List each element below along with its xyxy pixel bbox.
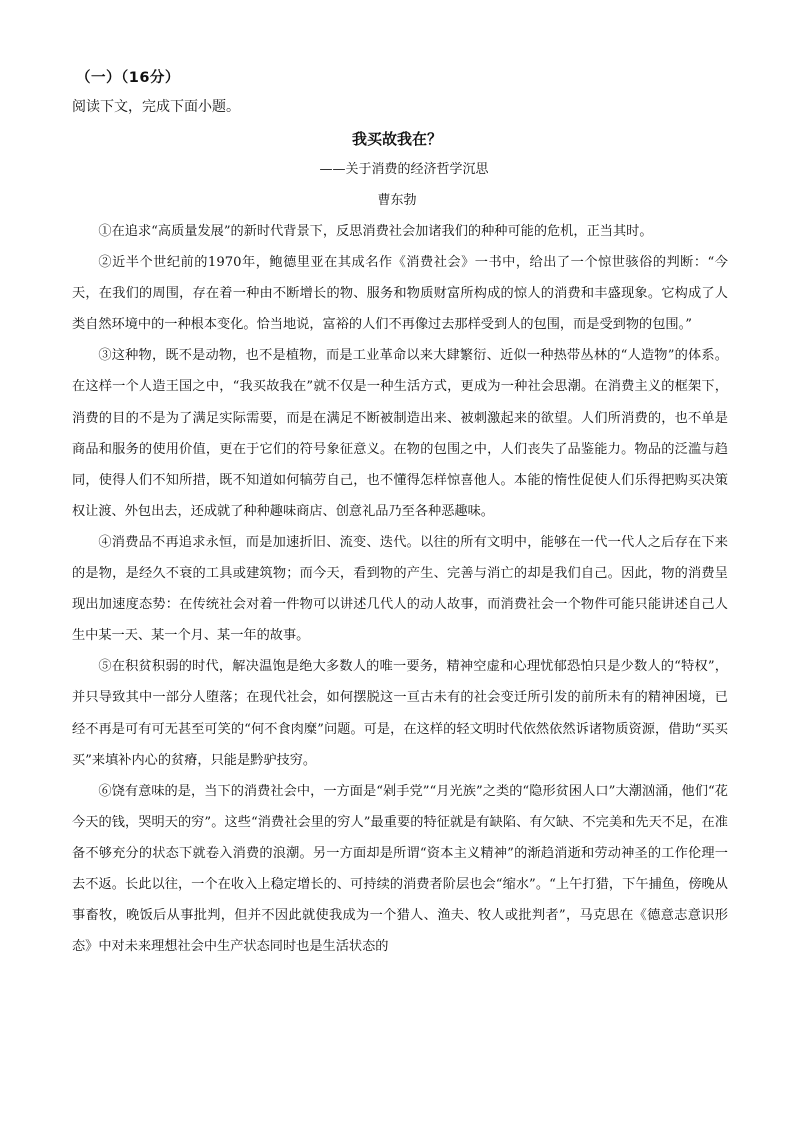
- reading-instruction: 阅读下文，完成下面小题。: [72, 99, 240, 115]
- paragraph-1: ①在追求“高质量发展”的新时代背景下，反思消费社会加诸我们的种种可能的危机，正当其时。: [98, 224, 653, 239]
- article-subtitle: ——关于消费的经济哲学沉思: [319, 162, 489, 177]
- paragraph-6: ⑥饶有意味的是，当下的消费社会中，一方面是“剁手党”“月光族”之类的“隐形贫困人口”大潮汹涌，他们“花今天的钱，哭明天的穷”。这些“消费社会里的穷人”最重要的特征就是有缺陷、有欠缺、不完美和先天不足，在准备不够充分的状态下就卷入消费的浪潮。另一方面却是所谓“资本主义精神”的渐趋消逝和劳动神圣的工作伦理一去不返。长此以往，一个在收入上稳定增长的、可持续的消费者阶层也会“缩水”。“上午打猎，下午捕鱼，傍晚从事畜牧，晚饭后从事批判，但并不因此就使我成为一个猎人、渔夫、牧人或批判者”，马克思在《德意志意识形态》中对未来理想社会中生产状态同时也是生活状态的: [72, 783, 728, 955]
- section-heading: （一）（16分）: [76, 70, 180, 86]
- article-author: 曹东勃: [377, 193, 417, 208]
- article-title: 我买故我在？: [351, 130, 442, 148]
- paragraph-2: ②近半个世纪前的1970年，鲍德里亚在其成名作《消费社会》一书中，给出了一个惊世骇俗的判断：“今天，在我们的周围，存在着一种由不断增长的物、服务和物质财富所构成的惊人的消费和丰盛现象。它构成了人类自然环境中的一种根本变化。恰当地说，富裕的人们不再像过去那样受到人的包围，而是受到物的包围。”: [72, 255, 728, 333]
- paragraph-3: ③这种物，既不是动物，也不是植物，而是工业革命以来大肆繁衍、近似一种热带丛林的“人造物”的体系。在这样一个人造王国之中，“我买故我在”就不仅是一种生活方式，更成为一种社会思潮。在消费主义的框架下，消费的目的不是为了满足实际需要，而是在满足不断被制造出来、被刺激起来的欲望。人们所消费的，也不单是商品和服务的使用价值，更在于它们的符号象征意义。在物的包围之中，人们丧失了品鉴能力。物品的泛滥与趋同，使得人们不知所措，既不知道如何犒劳自己，也不懂得怎样惊喜他人。本能的惰性促使人们乐得把购买决策权让渡、外包出去，还成就了种种趣味商店、创意礼品乃至各种恶趣味。: [72, 348, 728, 519]
- paragraph-4: ④消费品不再追求永恒，而是加速折旧、流变、迭代。以往的所有文明中，能够在一代一代人之后存在下来的是物，是经久不衰的工具或建筑物；而今天，看到物的产生、完善与消亡的却是我们自己。因此，物的消费呈现出加速度态势：在传统社会对着一件物可以讲述几代人的动人故事，而消费社会一个物件可能只能讲述自己人生中某一天、某一个月、某一年的故事。: [72, 534, 728, 644]
- article-body: [72, 216, 728, 962]
- paragraph-5: ⑤在积贫积弱的时代，解决温饱是绝大多数人的唯一要务，精神空虚和心理忧郁恐怕只是少数人的“特权”，并只导致其中一部分人堕落；在现代社会，如何摆脱这一亘古未有的社会变迁所引发的前所未有的精神困境，已经不再是可有可无甚至可笑的“何不食肉糜”问题。可是，在这样的轻文明时代依然依然诉诸物质资源，借助“买买买”来填补内心的贫瘠，只能是黔驴技穷。: [72, 659, 728, 768]
